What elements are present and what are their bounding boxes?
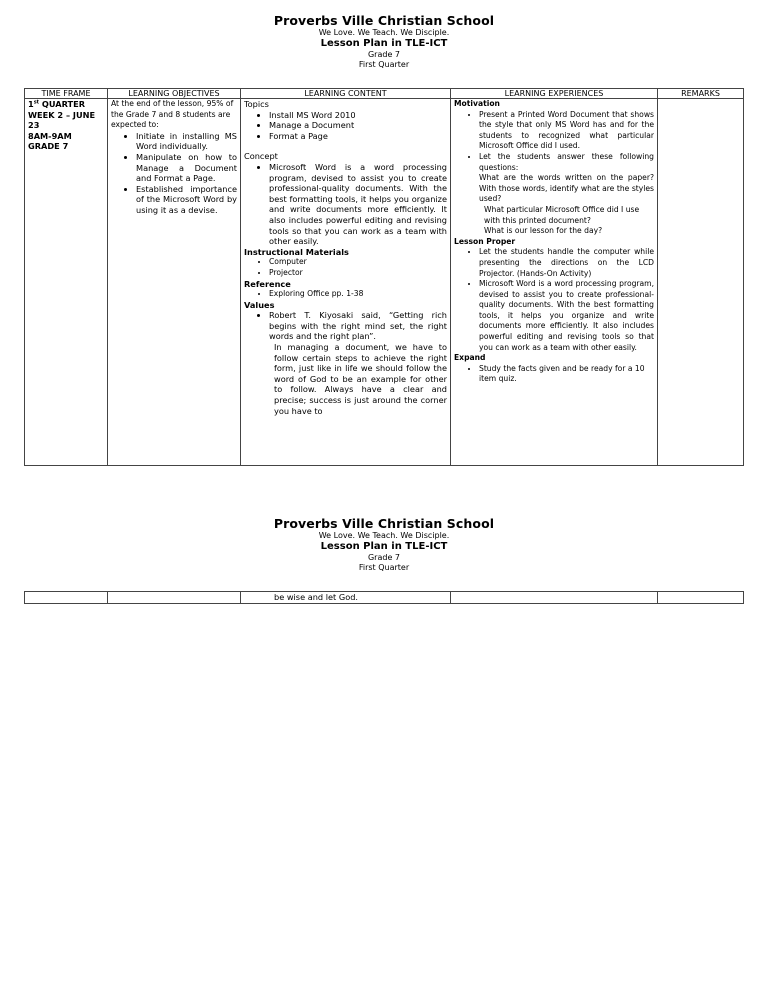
list-item: • Install MS Word 2010: [269, 110, 447, 121]
lesson-plan-title: Lesson Plan in TLE-ICT: [320, 541, 448, 552]
question: What particular Microsoft Office did I use with this printed document?: [484, 204, 640, 225]
list-item: • Let the students handle the computer while presenting the directions on the LCD Projector. (Hands-On Activity): [479, 247, 654, 279]
page-1: [0, 13, 768, 70]
materials-label: Instructional Materials: [244, 246, 349, 257]
values-list: [244, 310, 447, 342]
table-header-row: [25, 89, 744, 99]
quarter-label: First Quarter: [358, 563, 410, 572]
question: What are the words written on the paper? With those words, identify what are the styles used?: [479, 173, 654, 204]
lesson-proper-list: [454, 247, 654, 353]
column-header: LEARNING OBJECTIVES: [108, 89, 241, 99]
materials-list: [244, 257, 447, 278]
grade-label: Grade 7: [367, 553, 401, 562]
content-cell: [241, 99, 451, 466]
column-header: LEARNING CONTENT: [241, 89, 451, 99]
column-header: LEARNING EXPERIENCES: [451, 89, 658, 99]
list-item: • Established importance of the Microsoft Word by using it as a devise.: [136, 184, 237, 216]
list-item: • Study the facts given and be ready for a 10 item quiz.: [479, 364, 654, 385]
experiences-cell: [451, 99, 658, 466]
list-item: • Present a Printed Word Document that shows the style that only MS Word has and for the students to recognized what particular Microsoft Office did I used.: [479, 110, 654, 152]
table-row: [25, 592, 744, 604]
list-item: • Initiate in installing MS Word individually.: [136, 131, 237, 152]
reference-list: [244, 289, 447, 300]
question: What is our lesson for the day?: [484, 226, 603, 236]
concept-label: Concept: [244, 151, 278, 162]
list-item: • Microsoft Word is a word processing program, devised to assist you to create professional-quality documents. With the best formatting tools, it helps you organize and write documents more efficiently. It also includes powerful editing and revising tools so that you can work as a team with other easily.: [269, 162, 447, 247]
grade-label: Grade 7: [367, 50, 401, 59]
school-motto: We Love. We Teach. We Disciple.: [318, 28, 450, 37]
list-item: • Manipulate on how to Manage a Document and Format a Page.: [136, 152, 237, 184]
values-text: In managing a document, we have to follow certain steps to achieve the right form, just like in life we should follow the word of God to be an example for other to follow. Always have a clear and precise; success is just around the corner you have to: [274, 342, 447, 416]
list-item: • Projector: [269, 268, 447, 279]
content-cell: [241, 592, 451, 604]
list-item: • Let the students answer these following questions: What are the words written on the paper? With those words, identify what are the styles used?: [479, 152, 654, 205]
school-name: Proverbs Ville Christian School: [273, 516, 495, 531]
expand-list: [454, 364, 654, 385]
time-frame-time: 8AM-9AM: [28, 130, 72, 141]
topics-list: [244, 110, 447, 142]
remarks-cell: [658, 592, 744, 604]
lesson-plan-title: Lesson Plan in TLE-ICT: [320, 38, 448, 49]
column-header: REMARKS: [658, 89, 744, 99]
list-item: • Robert T. Kiyosaki said, “Getting rich begins with the right mind set, the right words and the right plan”.: [269, 310, 447, 342]
school-motto: We Love. We Teach. We Disciple.: [318, 531, 450, 540]
quarter-label: First Quarter: [358, 60, 410, 69]
list-item: • Exploring Office pp. 1-38: [269, 289, 447, 300]
list-item: • Format a Page: [269, 131, 447, 142]
list-item: • Manage a Document: [269, 120, 447, 131]
time-frame-cell: [25, 99, 108, 466]
expand-label: Expand: [454, 353, 486, 363]
values-label: Values: [244, 299, 275, 310]
time-frame-quarter: 1st QUARTER: [28, 99, 86, 109]
concept-list: [244, 162, 447, 247]
column-header: TIME FRAME: [25, 89, 108, 99]
remarks-cell: [658, 99, 744, 466]
values-continued: be wise and let God.: [274, 592, 358, 602]
page-header: [0, 13, 768, 70]
reference-label: Reference: [244, 278, 291, 289]
objectives-list: [111, 131, 237, 216]
list-item: • Microsoft Word is a word processing program, devised to assist you to create professional-quality documents. With the best formatting tools, it helps you organize and write documents more efficiently. It also includes powerful editing and revising tools so that you can work as a team with other easily.: [479, 279, 654, 353]
table-row: [25, 99, 744, 466]
page-2: [0, 516, 768, 573]
objectives-cell: [108, 99, 241, 466]
time-frame-grade: GRADE 7: [28, 141, 69, 152]
objectives-intro: At the end of the lesson, 95% of the Grade 7 and 8 students are expected to:: [111, 99, 234, 130]
experiences-cell: [451, 592, 658, 604]
motivation-list: [454, 110, 654, 205]
school-name: Proverbs Ville Christian School: [273, 13, 495, 28]
objectives-cell: [108, 592, 241, 604]
page-header: [0, 516, 768, 573]
lesson-proper-label: Lesson Proper: [454, 236, 516, 246]
lesson-plan-table: [24, 88, 744, 466]
time-frame-week: WEEK 2 – JUNE 23: [28, 109, 96, 131]
topics-label: Topics: [244, 99, 269, 109]
lesson-plan-table-continued: [24, 591, 744, 604]
list-item: • Computer: [269, 257, 447, 268]
time-frame-cell: [25, 592, 108, 604]
motivation-label: Motivation: [454, 99, 500, 108]
